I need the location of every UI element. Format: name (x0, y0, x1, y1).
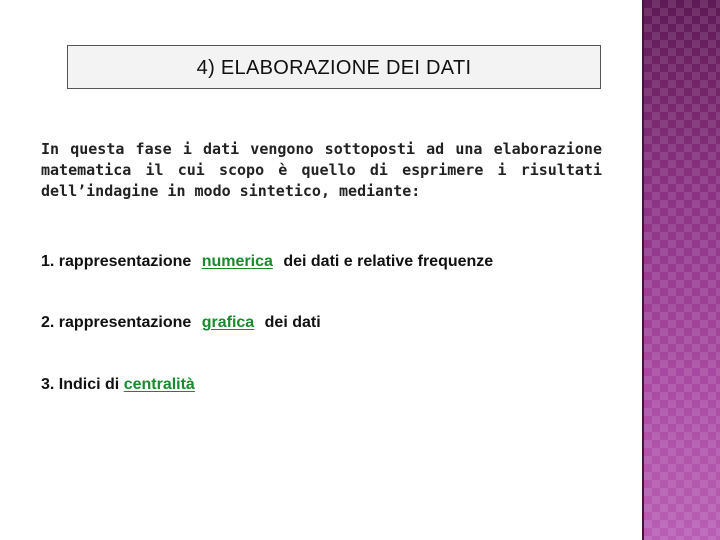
list-item-prefix: 2. rappresentazione (41, 314, 192, 331)
title-box (67, 45, 601, 89)
link-centralita[interactable]: centralità (123, 376, 195, 393)
list-item-suffix: dei dati e relative frequenze (283, 253, 494, 270)
list-item-prefix: 3. Indici di (41, 376, 120, 393)
list-item-centralita (41, 376, 195, 394)
list-item-grafica (41, 314, 321, 332)
link-grafica[interactable]: grafica (201, 314, 255, 331)
slide-title: 4) ELABORAZIONE DEI DATI (196, 57, 472, 79)
list-item-numerica (41, 253, 493, 271)
intro-paragraph: In questa fase i dati vengono sottoposti ad una elaborazione matematica il cui scopo è quello di esprimere i risultati dell’indagine in modo sintetico, mediante: (41, 140, 602, 200)
list-item-suffix: dei dati (264, 314, 321, 331)
list-item-prefix: 1. rappresentazione (41, 253, 192, 270)
decorative-side-panel (642, 0, 720, 540)
link-numerica[interactable]: numerica (201, 253, 273, 270)
